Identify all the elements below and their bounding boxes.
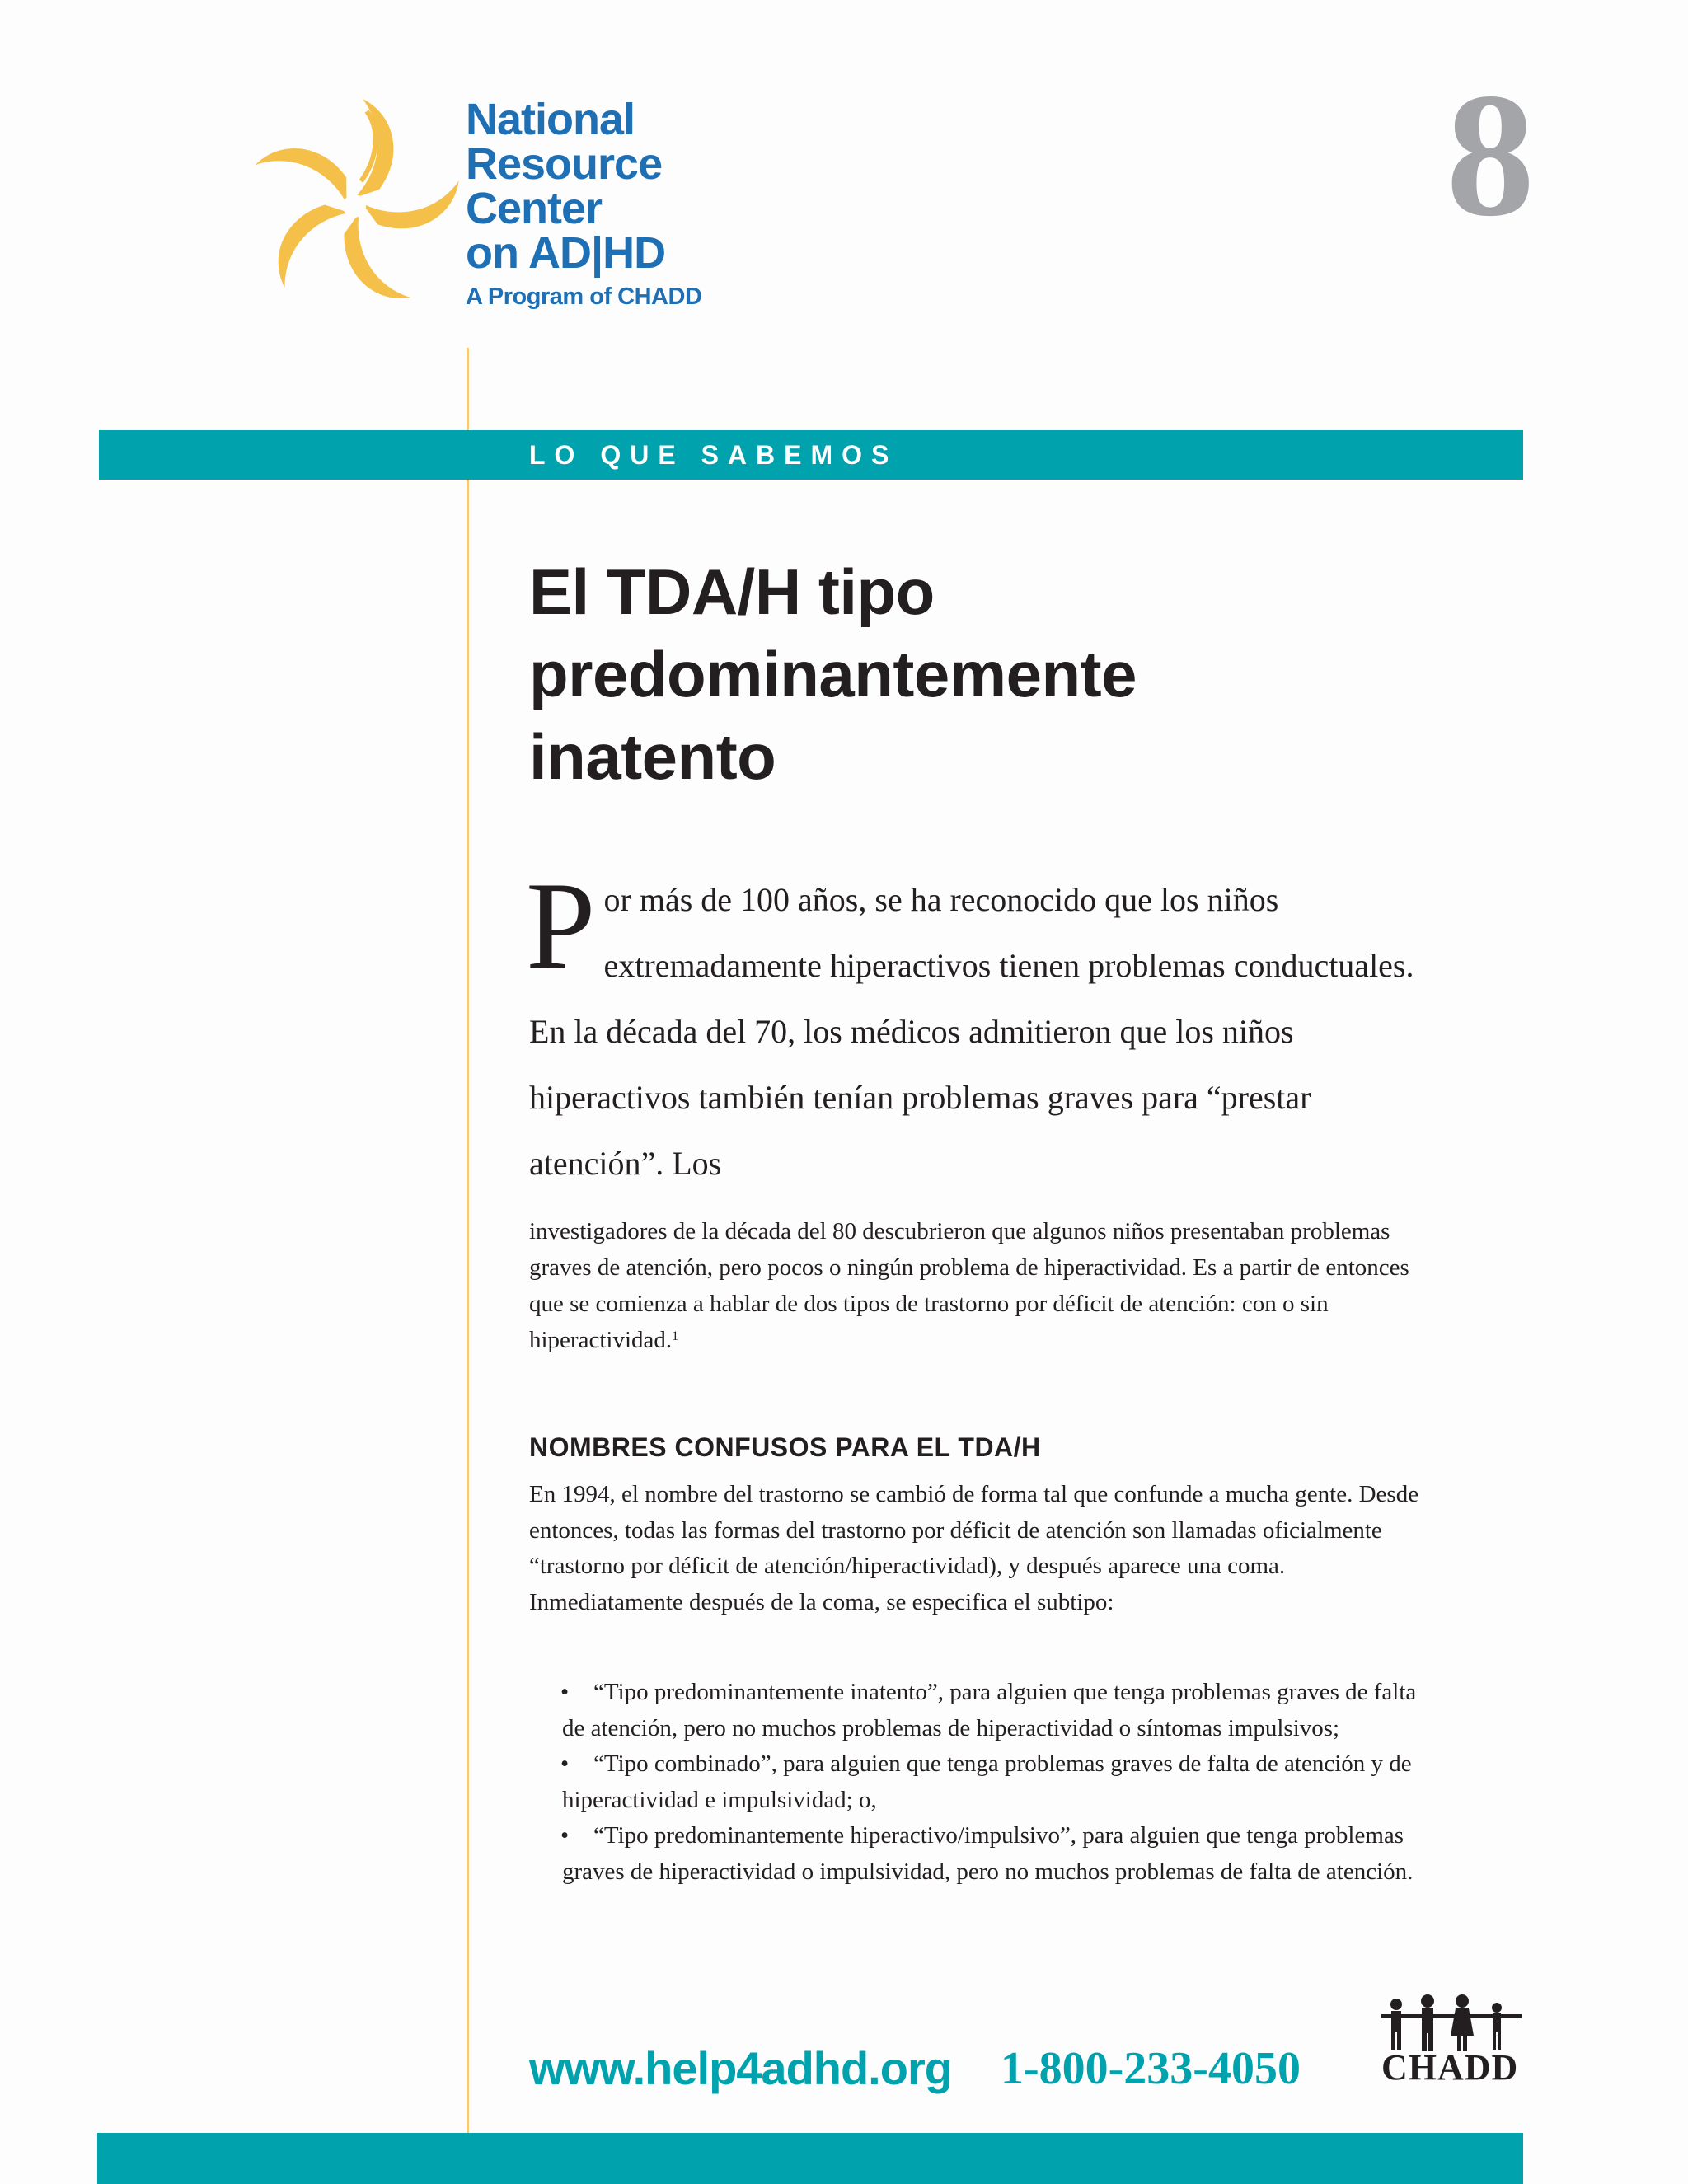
page-title [529,551,1518,798]
logo-line-2: Resource [466,139,663,189]
chadd-wordmark: CHADD [1381,2047,1519,2088]
list-item [562,1746,1428,1818]
chadd-logo [1376,1993,1525,2092]
list-item-text: “Tipo combinado”, para alguien que tenga problemas graves de falta de atención y de hiperactividad e impulsividad; o, [562,1750,1412,1813]
bullet-icon: • [560,1679,570,1705]
lead-continuation-text: investigadores de la década del 80 descubrieron que algunos niños presentaban problemas graves de atención, pero pocos o ningún problema de hiperactividad. Es a partir de entonces que se comienza a hablar de dos tipos de trastorno por déficit de atención: con o sin hiperactividad. [529,1218,1409,1353]
lead-paragraph [526,856,1419,1197]
title-line-1: El TDA/H tipo [529,555,935,628]
list-item-text: “Tipo predominantemente hiperactivo/impulsivo”, para alguien que tenga problemas graves de hiperactividad o impulsividad, pero no muchos problemas de falta de atención. [562,1822,1414,1885]
logo-subtitle: A Program of CHADD [466,284,702,310]
subtype-list [562,1675,1428,1890]
website-link[interactable]: www.help4adhd.org [529,2042,952,2094]
bullet-icon: • [560,1822,570,1849]
title-line-3: inatento [529,720,776,793]
lead-continuation [529,1213,1419,1358]
logo-line-1: National [466,95,635,144]
bullet-icon: • [560,1750,570,1777]
list-item [562,1818,1428,1890]
fact-sheet-number: 8 [1446,56,1535,253]
logo-line-4: on AD|HD [466,228,666,278]
family-figures-icon [1376,1993,1525,2052]
nrc-adhd-logo [239,91,750,321]
vertical-rule [467,348,469,2184]
lead-text: or más de 100 años, se ha reconocido que los niños extremadamente hiperactivos tienen problemas conductuales. En la década del 70, los médicos admitieron que los niños hiperactivos también tenían problemas graves para “prestar atención”. Los [529,881,1414,1182]
phone-number: 1-800-233-4050 [1001,2043,1301,2094]
section-band [99,430,1523,480]
sun-icon [239,91,470,321]
band-label: LO QUE SABEMOS [529,440,898,470]
logo-wordmark [466,97,701,312]
title-line-2: predominantemente [529,638,1137,710]
section-heading: NOMBRES CONFUSOS PARA EL TDA/H [529,1432,1041,1462]
drop-cap: P [526,856,596,995]
section-body: En 1994, el nombre del trastorno se cambió de forma tal que confunde a mucha gente. Desde entonces, todas las formas del trastorno por déficit de atención son llamadas oficialmente “trastorno por déficit de atención/hiperactividad), y después aparece una coma. Inmediatamente después de la coma, se especifica el subtipo: [529,1481,1419,1615]
list-item [562,1675,1428,1746]
footer-band [97,2133,1523,2184]
footnote-marker: 1 [672,1329,679,1343]
list-item-text: “Tipo predominantemente inatento”, para alguien que tenga problemas graves de falta de atención, pero no muchos problemas de hiperactividad o síntomas impulsivos; [562,1679,1417,1741]
logo-line-3: Center [466,184,603,233]
